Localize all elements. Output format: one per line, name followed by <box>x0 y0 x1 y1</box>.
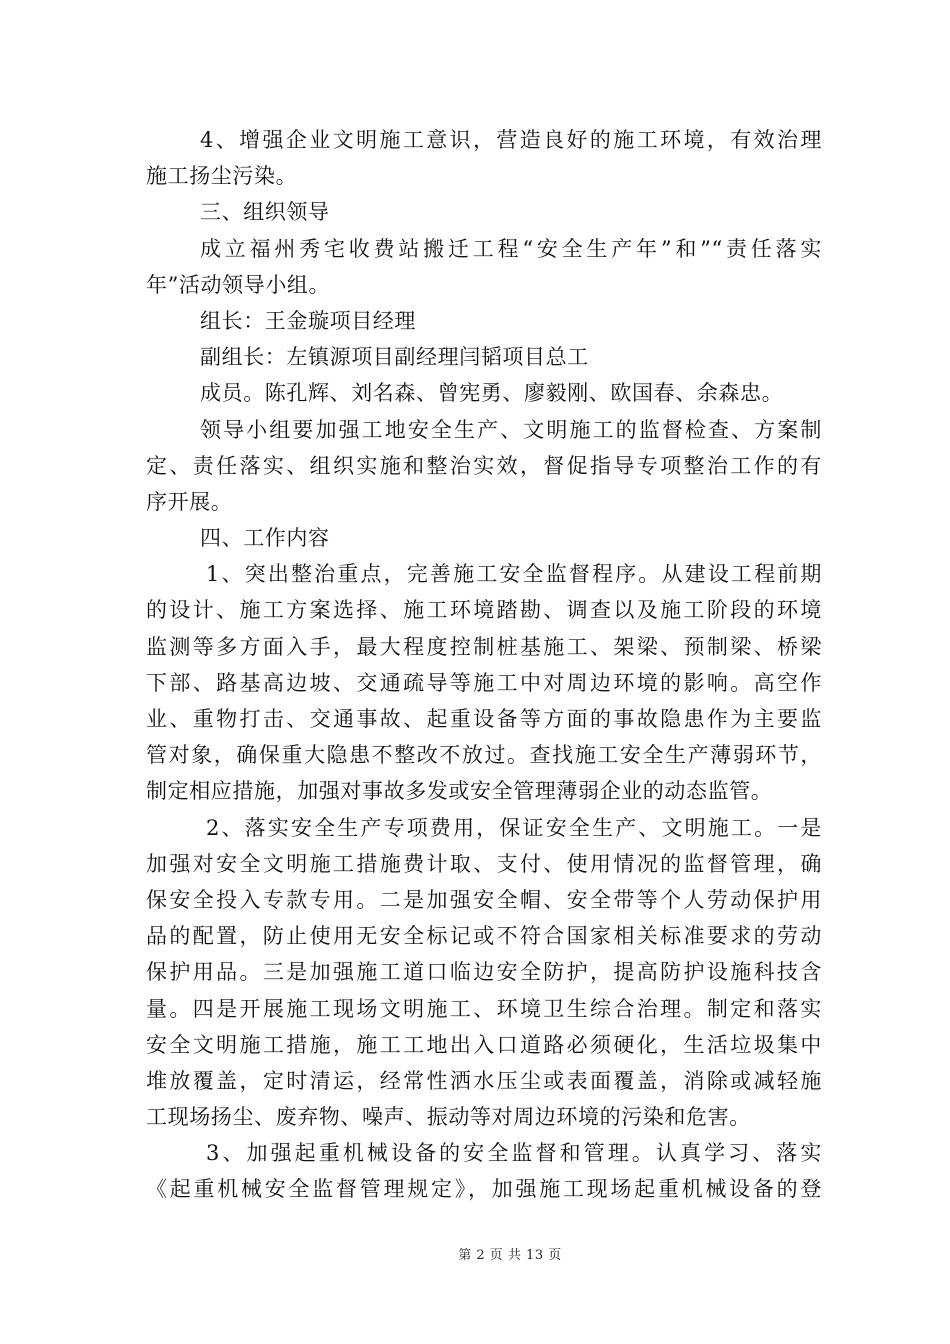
paragraph-line: 监测等多方面入手，最大程度控制桩基施工、架梁、预制梁、桥梁 <box>146 634 822 659</box>
paragraph-line: 的设计、施工方案选择、施工环境踏勘、调查以及施工阶段的环境 <box>146 598 822 623</box>
document-body <box>146 122 822 1208</box>
paragraph-line: 组长：王金璇项目经理 <box>200 308 416 333</box>
paragraph-line: 成员。陈孔辉、刘名森、曾宪勇、廖毅刚、欧国春、余森忠。 <box>200 381 784 406</box>
paragraph-line: 量。四是开展施工现场文明施工、环境卫生综合治理。制定和落实 <box>146 996 822 1021</box>
paragraph-line: 成立福州秀宅收费站搬迁工程“安全生产年”和”“责任落实 <box>200 236 822 261</box>
paragraph-line: 4、增强企业文明施工意识，营造良好的施工环境，有效治理 <box>200 128 822 152</box>
paragraph-line: 《起重机械安全监督管理规定》，加强施工现场起重机械设备的登 <box>146 1177 822 1202</box>
paragraph-line: 年”活动领导小组。 <box>146 272 331 297</box>
paragraph-line: 2、落实安全生产专项费用，保证安全生产、文明施工。一是 <box>206 815 822 840</box>
paragraph-line: 业、重物打击、交通事故、起重设备等方面的事故隐患作为主要监 <box>146 707 822 731</box>
paragraph-line: 序开展。 <box>146 489 233 514</box>
page-number-footer: 第 2 页 共 13 页 <box>458 1248 562 1263</box>
paragraph-line: 施工扬尘污染。 <box>146 164 298 189</box>
paragraph-line: 3、加强起重机械设备的安全监督和管理。认真学习、落实 <box>206 1141 822 1166</box>
paragraph-line: 副组长：左镇源项目副经理闫韬项目总工 <box>200 345 589 370</box>
paragraph-line: 安全文明施工措施，施工工地出入口道路必须硬化，生活垃圾集中 <box>146 1032 822 1057</box>
paragraph-line: 领导小组要加强工地安全生产、文明施工的监督检查、方案制 <box>200 417 822 442</box>
paragraph-line: 保护用品。三是加强施工道口临边安全防护，提高防护设施科技含 <box>146 960 822 985</box>
paragraph-line: 工现场扬尘、废弃物、噪声、振动等对周边环境的污染和危害。 <box>146 1105 751 1130</box>
paragraph-line: 管对象，确保重大隐患不整改不放过。查找施工安全生产薄弱环节， <box>146 743 822 768</box>
paragraph-line: 定、责任落实、组织实施和整治实效，督促指导专项整治工作的有 <box>146 453 822 478</box>
paragraph-line: 保安全投入专款专用。二是加强安全帽、安全带等个人劳动保护用 <box>146 887 822 912</box>
paragraph-line: 制定相应措施，加强对事故多发或安全管理薄弱企业的动态监管。 <box>146 779 773 804</box>
paragraph-line: 下部、路基高边坡、交通疏导等施工中对周边环境的影响。高空作 <box>146 670 822 695</box>
paragraph-line: 加强对安全文明施工措施费计取、支付、使用情况的监督管理，确 <box>146 851 822 876</box>
paragraph-line: 品的配置，防止使用无安全标记或不符合国家相关标准要求的劳动 <box>146 924 822 949</box>
paragraph-line: 堆放覆盖，定时清运，经常性洒水压尘或表面覆盖，消除或减轻施 <box>146 1068 822 1093</box>
section-heading: 三、组织领导 <box>200 200 330 225</box>
paragraph-line: 1、突出整治重点，完善施工安全监督程序。从建设工程前期 <box>206 562 822 587</box>
section-heading: 四、工作内容 <box>200 526 330 551</box>
